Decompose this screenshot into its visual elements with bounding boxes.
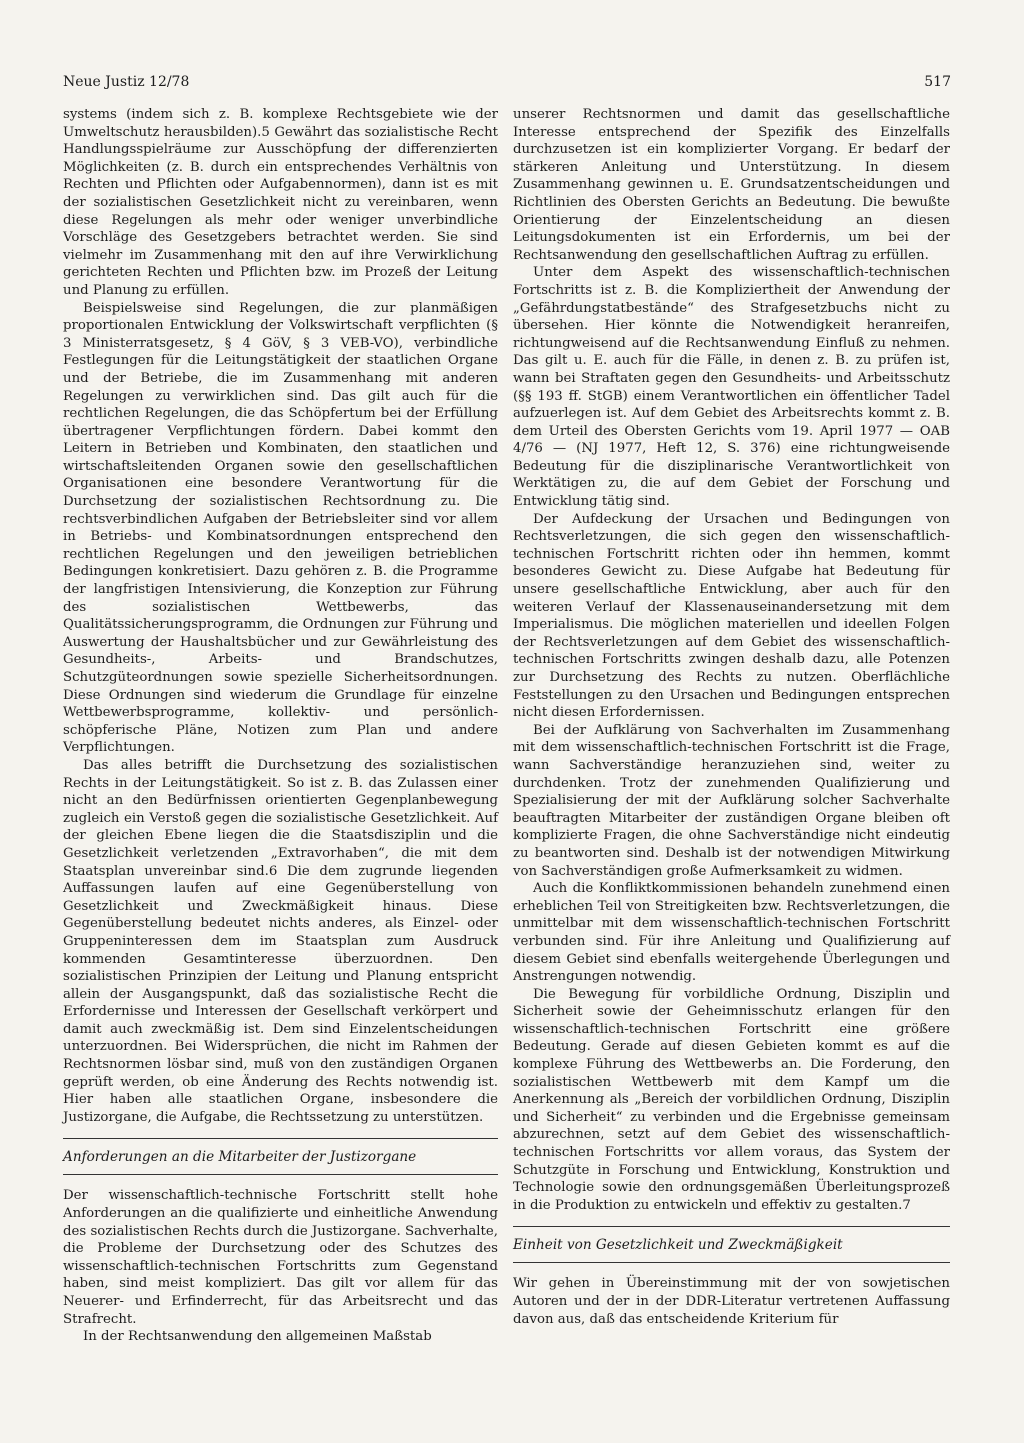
paragraph: Unter dem Aspekt des wissenschaftlich-technischen Fortschritts ist z. B. die Kompliziertheit der Anwendung der „Gefährdungstatbestände“ des Strafgesetzbuchs nicht zu übersehen. Hier könnte die Notwendigkeit heranreifen, richtungweisend auf die Rechtsanwendung Einfluß zu nehmen. Das gilt u. E. auch für die Fälle, in denen z. B. zu prüfen ist, wann bei Straftaten gegen den Gesundheits- und Arbeitsschutz (§§ 193 ff. StGB) einem Verantwortlichen ein öffentlicher Tadel aufzuerlegen ist. Auf dem Gebiet des Arbeitsrechts kommt z. B. dem Urteil des Obersten Gerichts vom 19. April 1977 — OAB 4/76 — (NJ 1977, Heft 12, S. 376) eine richtungweisende Bedeutung für die disziplinarische Verantwortlichkeit von Werktätigen zu, die auf dem Gebiet der Forschung und Entwicklung tätig sind. xyxy=(513,265,950,510)
section-heading: Einheit von Gesetzlichkeit und Zweckmäßigkeit xyxy=(513,1237,843,1254)
left-column xyxy=(63,106,498,1346)
page-header xyxy=(63,74,951,98)
paragraph: Wir gehen in Übereinstimmung mit der von sowjetischen Autoren und der in der DDR-Literatur vertretenen Auffassung davon aus, daß das entscheidende Kriterium für xyxy=(513,1276,950,1327)
paragraph: In der Rechtsanwendung den allgemeinen Maßstab xyxy=(83,1329,432,1345)
divider xyxy=(513,1262,950,1263)
paragraph: Beispielsweise sind Regelungen, die zur planmäßigen proportionalen Entwicklung der Volkswirtschaft verpflichten (§ 3 Ministerratsgesetz, § 4 GöV, § 3 VEB-VO), verbindliche Festlegungen für die Leitungstätigkeit der staatlichen Organe und der Betriebe, die im Zusammenhang mit anderen Regelungen zu verwirklichen sind. Das gilt auch für die rechtlichen Regelungen, die das Schöpfertum bei der Erfüllung übertragener Verpflichtungen fördern. Dabei kommt den Leitern in Betrieben und Kombinaten, den staatlichen und wirtschaftsleitenden Organen sowie den gesellschaftlichen Organisationen eine besondere Verantwortung für die Durchsetzung der sozialistischen Rechtsordnung zu. Die rechtsverbindlichen Aufgaben der Betriebsleiter sind vor allem in Betriebs- und Kombinatsordnungen entsprechend den rechtlichen Regelungen und den jeweiligen betrieblichen Bedingungen konkretisiert. Dazu gehören z. B. die Programme der langfristigen Intensivierung, die Konzeption zur Führung des sozialistischen Wettbewerbs, das Qualitätssicherungsprogramm, die Ordnungen zur Führung und Auswertung der Haushaltsbücher und zur Gewährleistung des Gesundheits-, Arbeits- und Brandschutzes, Schutzgüteordnungen sowie spezielle Sicherheitsordnungen. Diese Ordnungen sind wiederum die Grundlage für einzelne Wettbewerbsprogramme, kollektiv- und persönlich-schöpferische Pläne, Notizen zum Plan und andere Verpflichtungen. xyxy=(63,300,498,756)
paragraph: Bei der Aufklärung von Sachverhalten im Zusammenhang mit dem wissenschaftlich-technischen Fortschritt ist die Frage, wann Sachverständige heranzuziehen sind, weiter zu durchdenken. Trotz der zunehmenden Qualifizierung und Spezialisierung der mit der Aufklärung solcher Sachverhalte beauftragten Mitarbeiter der zuständigen Organe bleiben oft komplizierte Fragen, die ohne Sachverständige nicht eindeutig zu beantworten sind. Deshalb ist der notwendigen Mitwirkung von Sachverständigen große Aufmerksamkeit zu widmen. xyxy=(513,722,950,879)
paragraph: Auch die Konfliktkommissionen behandeln zunehmend einen erheblichen Teil von Streitigkeiten bzw. Rechtsverletzungen, die unmittelbar mit dem wissenschaftlich-technischen Fortschritt verbunden sind. Für ihre Anleitung und Qualifizierung auf diesem Gebiet sind ebenfalls weitergehende Überlegungen und Anstrengungen notwendig. xyxy=(513,881,950,985)
journal-title: Neue Justiz 12/78 xyxy=(63,74,190,90)
paragraph: Das alles betrifft die Durchsetzung des sozialistischen Rechts in der Leitungstätigkeit. So ist z. B. das Zulassen einer nicht an den Bedürfnissen orientierten Gegenplanbewegung zugleich ein Verstoß gegen die sozialistische Gesetzlichkeit. Auf der gleichen Ebene liegen die die Staatsdisziplin und die Gesetzlichkeit verletzenden „Extravorhaben“, die mit dem Staatsplan unvereinbar sind.6 Die dem zugrunde liegenden Auffassungen laufen auf eine Gegenüberstellung von Gesetzlichkeit und Zweckmäßigkeit hinaus. Diese Gegenüberstellung bedeutet nichts anderes, als Einzel- oder Gruppeninteressen dem im Staatsplan zum Ausdruck kommenden Gesamtinteresse überzuordnen. Den sozialistischen Prinzipien der Leitung und Planung entspricht allein der Ausgangspunkt, daß das sozialistische Recht die Erfordernisse und Interessen der Gesellschaft verkörpert und damit auch zweckmäßig ist. Dem sind Einzelentscheidungen unterzuordnen. Bei Widersprüchen, die nicht im Rahmen der Rechtsnormen lösbar sind, muß von den zuständigen Organen geprüft werden, ob eine Änderung des Rechts notwendig ist. Hier haben alle staatlichen Organe, insbesondere die Justizorgane, die Aufgabe, die Rechtssetzung zu unterstützen. xyxy=(63,757,498,1125)
divider xyxy=(63,1174,498,1175)
right-column xyxy=(513,106,950,1328)
paragraph: systems (indem sich z. B. komplexe Rechtsgebiete wie der Umweltschutz herausbilden).5 Gewährt das sozialistische Recht Handlungsspielräume zur Ausschöpfung der differenzierten Möglichkeiten (z. B. durch ein entsprechendes Verhältnis von Rechten und Pflichten oder Aufgabennormen), dann ist es mit der sozialistischen Gesetzlichkeit nicht zu vereinbaren, wenn diese Regelungen als mehr oder weniger unverbindliche Vorschläge des Gesetzgebers betrachtet werden. Sie sind vielmehr im Zusammenhang mit den auf ihre Verwirklichung gerichteten Rechten und Pflichten bzw. im Prozeß der Leitung und Planung zu erfüllen. xyxy=(63,107,498,298)
paragraph: Der wissenschaftlich-technische Fortschritt stellt hohe Anforderungen an die qualifizierte und einheitliche Anwendung des sozialistischen Rechts durch die Justizorgane. Sachverhalte, die Probleme der Durchsetzung oder des Schutzes des wissenschaftlich-technischen Fortschritts zum Gegenstand haben, sind meist kompliziert. Das gilt vor allem für das Neuerer- und Erfinderrecht, für das Arbeitsrecht und das Strafrecht. xyxy=(63,1188,498,1327)
paragraph: Der Aufdeckung der Ursachen und Bedingungen von Rechtsverletzungen, die sich gegen den wissenschaftlich-technischen Fortschritt richten oder ihn hemmen, kommt besonderes Gewicht zu. Diese Aufgabe hat Bedeutung für unsere gesellschaftliche Entwicklung, aber auch für den weiteren Verlauf der Klassenauseinandersetzung mit dem Imperialismus. Die möglichen materiellen und ideellen Folgen der Rechtsverletzungen auf dem Gebiet des wissenschaftlich-technischen Fortschritts zwingen deshalb dazu, alle Potenzen zur Durchsetzung des Rechts zu nutzen. Oberflächliche Feststellungen zu den Ursachen und Bedingungen entsprechen nicht diesen Erfordernissen. xyxy=(513,511,950,721)
section-heading-block xyxy=(513,1226,950,1263)
divider xyxy=(513,1226,950,1227)
section-heading-block xyxy=(63,1138,498,1175)
paragraph: Die Bewegung für vorbildliche Ordnung, Disziplin und Sicherheit sowie der Geheimnisschutz erlangen für den wissenschaftlich-technischen Fortschritt eine größere Bedeutung. Gerade auf diesen Gebieten kommt es auf die komplexe Führung des Wettbewerbs an. Die Forderung, den sozialistischen Wettbewerb mit dem Kampf um die Anerkennung als „Bereich der vorbildlichen Ordnung, Disziplin und Sicherheit“ zu verbinden und die Ergebnisse gemeinsam abzurechnen, setzt auf dem Gebiet des wissenschaftlich-technischen Fortschritts vor allem voraus, das System der Schutzgüte in Forschung und Entwicklung, Konstruktion und Technologie sowie den ordnungsgemäßen Überleitungsprozeß in die Produktion zu entwickeln und effektiv zu gestalten.7 xyxy=(513,986,950,1213)
section-heading: Anforderungen an die Mitarbeiter der Justizorgane xyxy=(63,1149,417,1166)
page-number: 517 xyxy=(924,74,951,90)
divider xyxy=(63,1138,498,1139)
paragraph: unserer Rechtsnormen und damit das gesellschaftliche Interesse entsprechend der Spezifik des Einzelfalls durchzusetzen ist ein komplizierter Vorgang. Er bedarf der stärkeren Anleitung und Unterstützung. In diesem Zusammenhang gewinnen u. E. Grundsatzentscheidungen und Richtlinien des Obersten Gerichts an Bedeutung. Die bewußte Orientierung der Einzelentscheidung an diesen Leitungsdokumenten ist ein Erfordernis, um bei der Rechtsanwendung den gesellschaftlichen Auftrag zu erfüllen. xyxy=(513,107,950,263)
